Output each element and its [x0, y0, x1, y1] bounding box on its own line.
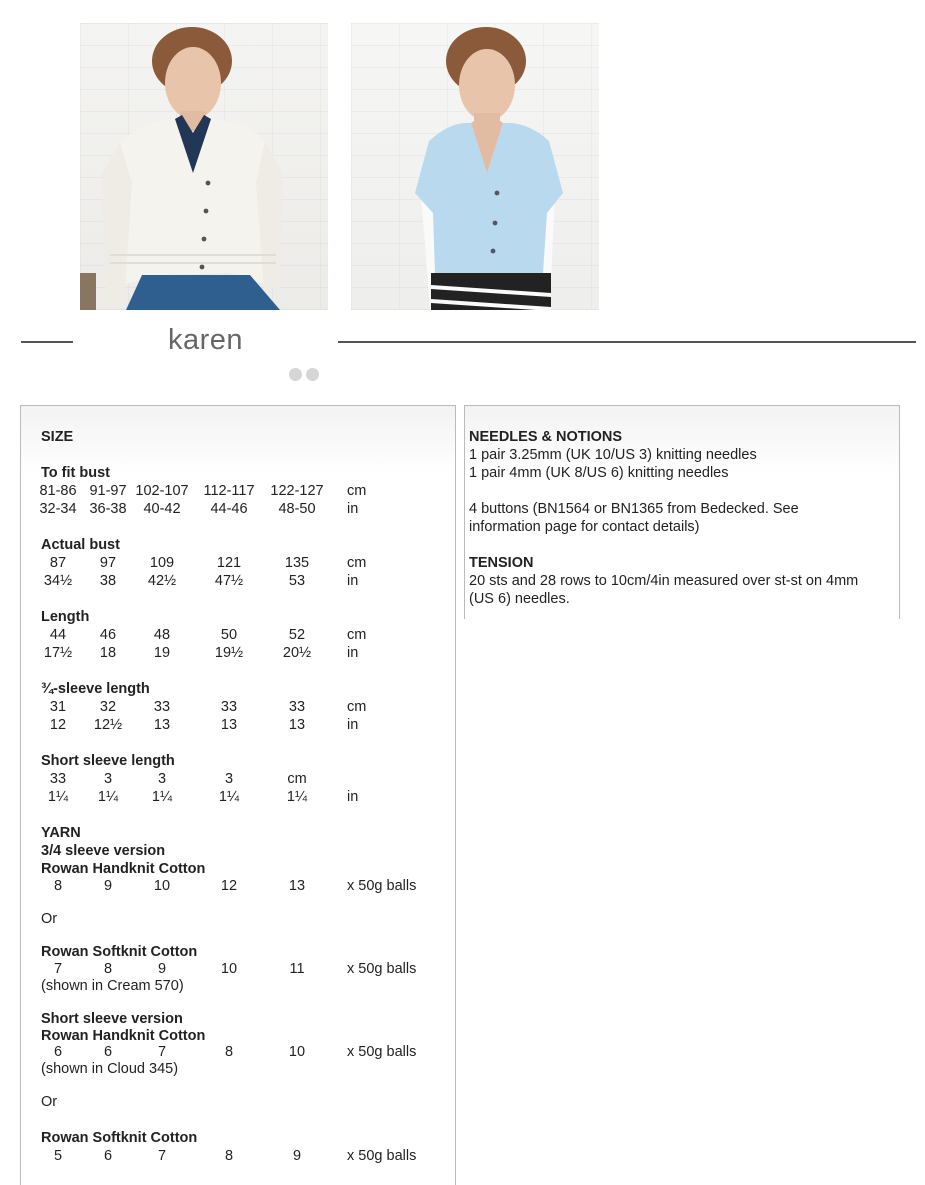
to-fit-bust-unit-cm: cm	[347, 483, 367, 499]
handknit-34-balls: x 50g balls	[347, 878, 417, 894]
three-quarter-sleeve-in-value: 12½	[93, 717, 123, 733]
short-sleeve-cm-value: 3	[103, 771, 113, 787]
handknit-34-value: 12	[220, 878, 238, 894]
three-quarter-sleeve-cm-value: 32	[99, 699, 117, 715]
handknit-short-value: 6	[53, 1044, 63, 1060]
title-rule-right	[338, 341, 916, 343]
softknit-short-balls: x 50g balls	[347, 1148, 417, 1164]
to-fit-bust-in-value: 32-34	[39, 501, 77, 517]
handknit-34-value: 8	[53, 878, 63, 894]
softknit-34-value: 10	[220, 961, 238, 977]
tension-line-1: 20 sts and 28 rows to 10cm/4in measured over st-st on 4mm	[469, 573, 859, 589]
length-cm-value: 46	[99, 627, 117, 643]
length-cm-value: 50	[220, 627, 238, 643]
short-sleeve-in-value: 1¼	[218, 789, 240, 805]
pattern-title: karen	[168, 324, 244, 356]
actual-bust-cm-value: 135	[284, 555, 310, 571]
three-quarter-sleeve-in-value: 13	[288, 717, 306, 733]
three-quarter-unit-cm: cm	[347, 699, 367, 715]
handknit-heading-short: Rowan Handknit Cotton	[41, 1028, 206, 1044]
three-quarter-sleeve-cm-value: 31	[49, 699, 67, 715]
needle-line-2: 1 pair 4mm (UK 8/US 6) knitting needles	[469, 465, 729, 481]
three-quarter-sleeve-in-value: 13	[153, 717, 171, 733]
actual-bust-unit-in: in	[347, 573, 359, 589]
softknit-heading-34: Rowan Softknit Cotton	[41, 944, 198, 960]
photo-blue-cardigan	[351, 23, 599, 310]
buttons-line-2: information page for contact details)	[469, 519, 700, 535]
to-fit-bust-cm-value: 91-97	[89, 483, 127, 499]
actual-bust-cm-value: 121	[216, 555, 242, 571]
three-quarter-sleeve-cm-value: 33	[288, 699, 306, 715]
short-sleeve-cm-value: 3	[157, 771, 167, 787]
handknit-short-value: 10	[288, 1044, 306, 1060]
actual-bust-cm-value: 109	[149, 555, 175, 571]
length-unit-cm: cm	[347, 627, 367, 643]
softknit-34-value: 7	[53, 961, 63, 977]
length-unit-in: in	[347, 645, 359, 661]
three-quarter-version-heading: 3/4 sleeve version	[41, 843, 166, 859]
three-quarter-sleeve-cm-value: 33	[153, 699, 171, 715]
actual-bust-in-value: 42½	[147, 573, 177, 589]
or-label-1: Or	[41, 911, 58, 927]
actual-bust-cm-value: 87	[49, 555, 67, 571]
handknit-34-value: 9	[103, 878, 113, 894]
buttons-line-1: 4 buttons (BN1564 or BN1365 from Bedecked. See	[469, 501, 799, 517]
short-sleeve-cm-value: 3	[224, 771, 234, 787]
softknit-34-balls: x 50g balls	[347, 961, 417, 977]
short-version-heading: Short sleeve version	[41, 1011, 183, 1027]
short-sleeve-in-value: 1¼	[286, 789, 308, 805]
length-in-value: 19½	[214, 645, 244, 661]
to-fit-bust-in-value: 36-38	[89, 501, 127, 517]
short-sleeve-in-value: 1¼	[97, 789, 119, 805]
needle-line-1: 1 pair 3.25mm (UK 10/US 3) knitting needles	[469, 447, 757, 463]
softknit-34-value: 9	[157, 961, 167, 977]
to-fit-bust-cm-value: 122-127	[270, 483, 324, 499]
three-quarter-sleeve-cm-value: 33	[220, 699, 238, 715]
softknit-short-value: 5	[53, 1148, 63, 1164]
short-sleeve-unit-in: in	[347, 789, 359, 805]
yarn-heading: YARN	[41, 825, 81, 841]
softknit-heading-short: Rowan Softknit Cotton	[41, 1130, 198, 1146]
three-quarter-sleeve-in-value: 13	[220, 717, 238, 733]
or-label-2: Or	[41, 1094, 58, 1110]
short-sleeve-in-value: 1¼	[47, 789, 69, 805]
size-heading: SIZE	[41, 429, 74, 445]
handknit-short-value: 7	[157, 1044, 167, 1060]
title-rule-left	[21, 341, 73, 343]
shown-cream-note: (shown in Cream 570)	[41, 978, 184, 994]
handknit-34-value: 13	[288, 878, 306, 894]
three-quarter-sleeve-in-value: 12	[49, 717, 67, 733]
actual-bust-cm-value: 97	[99, 555, 117, 571]
to-fit-bust-in-value: 40-42	[143, 501, 181, 517]
handknit-34-value: 10	[153, 878, 171, 894]
tension-heading: TENSION	[469, 555, 534, 571]
actual-bust-in-value: 47½	[214, 573, 244, 589]
short-sleeve-cm-value: 33	[49, 771, 67, 787]
to-fit-bust-unit-in: in	[347, 501, 359, 517]
length-in-value: 20½	[282, 645, 312, 661]
to-fit-bust-in-value: 44-46	[210, 501, 248, 517]
to-fit-bust-label: To fit bust	[41, 465, 110, 481]
length-cm-value: 52	[288, 627, 306, 643]
softknit-short-value: 7	[157, 1148, 167, 1164]
actual-bust-in-value: 34½	[43, 573, 73, 589]
actual-bust-unit-cm: cm	[347, 555, 367, 571]
softknit-short-value: 6	[103, 1148, 113, 1164]
shown-cloud-note: (shown in Cloud 345)	[41, 1061, 179, 1077]
length-in-value: 18	[99, 645, 117, 661]
short-sleeve-label: Short sleeve length	[41, 753, 175, 769]
softknit-34-value: 11	[289, 961, 305, 977]
softknit-short-value: 9	[292, 1148, 302, 1164]
to-fit-bust-cm-value: 112-117	[203, 483, 255, 499]
handknit-short-balls: x 50g balls	[347, 1044, 417, 1060]
tension-line-2: (US 6) needles.	[469, 591, 570, 607]
length-label: Length	[41, 609, 90, 625]
length-in-value: 17½	[43, 645, 73, 661]
short-sleeve-in-value: 1¼	[151, 789, 173, 805]
skill-dot-2	[306, 368, 319, 381]
actual-bust-label: Actual bust	[41, 537, 120, 553]
short-sleeve-cm-value: cm	[287, 771, 307, 787]
three-quarter-unit-in: in	[347, 717, 359, 733]
actual-bust-in-value: 53	[288, 573, 306, 589]
softknit-short-value: 8	[224, 1148, 234, 1164]
three-quarter-sleeve-label: ¾-sleeve length	[41, 681, 150, 697]
handknit-short-value: 8	[224, 1044, 234, 1060]
photo-cream-cardigan	[80, 23, 328, 310]
softknit-34-value: 8	[103, 961, 113, 977]
needles-heading: NEEDLES & NOTIONS	[469, 429, 623, 445]
actual-bust-in-value: 38	[99, 573, 117, 589]
length-cm-value: 44	[49, 627, 67, 643]
length-in-value: 19	[153, 645, 171, 661]
to-fit-bust-in-value: 48-50	[278, 501, 316, 517]
handknit-short-value: 6	[103, 1044, 113, 1060]
skill-dot-1	[289, 368, 302, 381]
to-fit-bust-cm-value: 102-107	[135, 483, 189, 499]
handknit-heading-34: Rowan Handknit Cotton	[41, 861, 206, 877]
length-cm-value: 48	[153, 627, 171, 643]
to-fit-bust-cm-value: 81-86	[39, 483, 77, 499]
